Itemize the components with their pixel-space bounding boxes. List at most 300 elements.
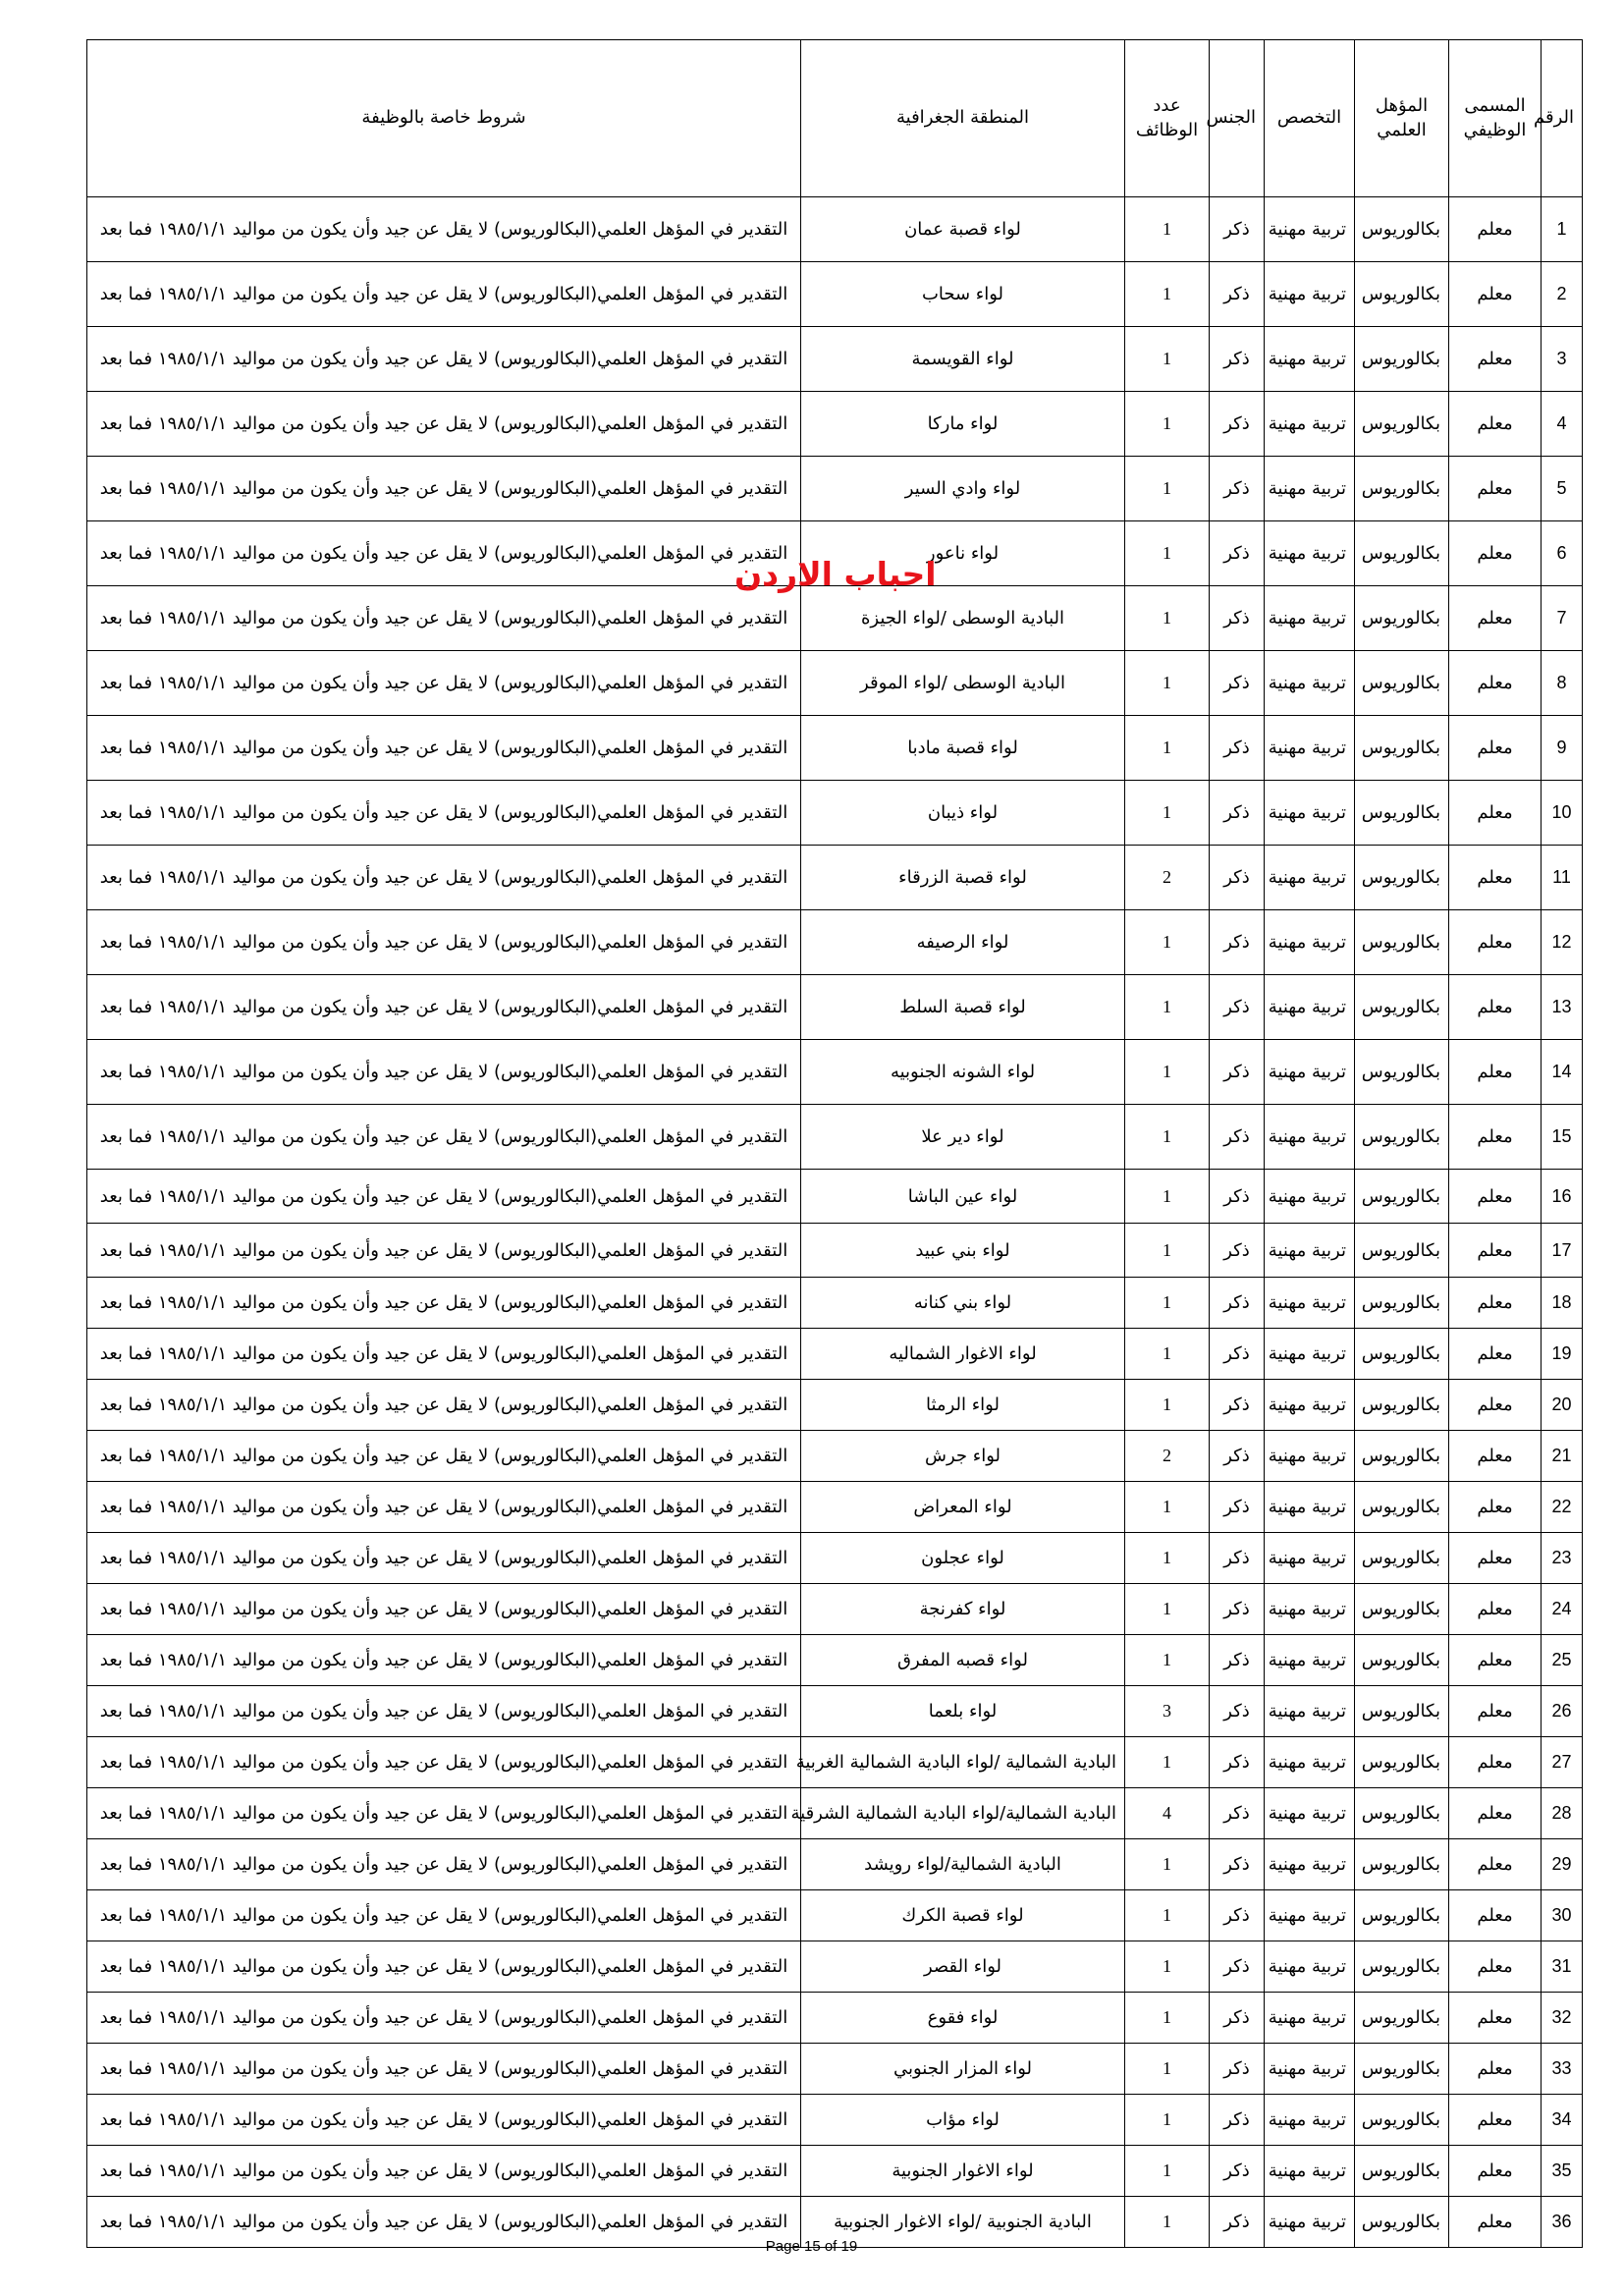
cell-conditions: التقدير في المؤهل العلمي(البكالوريوس) لا يقل عن جيد وأن يكون من مواليد ١٩٨٥/١/١ فما بعد xyxy=(87,1040,801,1105)
cell-count: 1 xyxy=(1125,2044,1210,2095)
cell-gender: ذكر xyxy=(1210,1686,1265,1737)
table-row xyxy=(87,1686,1583,1737)
cell-qualification: بكالوريوس xyxy=(1355,651,1449,716)
cell-region: لواء وادي السير xyxy=(801,457,1125,521)
table-row xyxy=(87,2095,1583,2146)
cell-region: لواء الرمثا xyxy=(801,1380,1125,1431)
cell-specialty: تربية مهنية xyxy=(1265,1329,1355,1380)
cell-gender: ذكر xyxy=(1210,846,1265,910)
cell-gender: ذكر xyxy=(1210,327,1265,392)
cell-count: 1 xyxy=(1125,1890,1210,1941)
cell-specialty: تربية مهنية xyxy=(1265,521,1355,586)
cell-num: 35 xyxy=(1542,2146,1583,2197)
cell-gender: ذكر xyxy=(1210,1482,1265,1533)
cell-gender: ذكر xyxy=(1210,1329,1265,1380)
cell-gender: ذكر xyxy=(1210,2095,1265,2146)
cell-count: 1 xyxy=(1125,392,1210,457)
cell-qualification: بكالوريوس xyxy=(1355,1686,1449,1737)
cell-specialty: تربية مهنية xyxy=(1265,1040,1355,1105)
header-count: عدد الوظائف xyxy=(1125,40,1210,197)
cell-count: 4 xyxy=(1125,1788,1210,1839)
cell-gender: ذكر xyxy=(1210,1839,1265,1890)
cell-count: 1 xyxy=(1125,716,1210,781)
cell-gender: ذكر xyxy=(1210,1224,1265,1278)
cell-conditions: التقدير في المؤهل العلمي(البكالوريوس) لا يقل عن جيد وأن يكون من مواليد ١٩٨٥/١/١ فما بعد xyxy=(87,1329,801,1380)
cell-count: 1 xyxy=(1125,457,1210,521)
cell-specialty: تربية مهنية xyxy=(1265,910,1355,975)
cell-conditions: التقدير في المؤهل العلمي(البكالوريوس) لا يقل عن جيد وأن يكون من مواليد ١٩٨٥/١/١ فما بعد xyxy=(87,1224,801,1278)
cell-region: لواء الرصيفه xyxy=(801,910,1125,975)
cell-count: 1 xyxy=(1125,262,1210,327)
cell-num: 14 xyxy=(1542,1040,1583,1105)
cell-qualification: بكالوريوس xyxy=(1355,716,1449,781)
cell-specialty: تربية مهنية xyxy=(1265,1993,1355,2044)
cell-gender: ذكر xyxy=(1210,781,1265,846)
cell-num: 10 xyxy=(1542,781,1583,846)
header-num: الرقم xyxy=(1542,40,1583,197)
cell-conditions: التقدير في المؤهل العلمي(البكالوريوس) لا يقل عن جيد وأن يكون من مواليد ١٩٨٥/١/١ فما بعد xyxy=(87,1278,801,1329)
cell-title: معلم xyxy=(1449,1105,1542,1170)
cell-conditions: التقدير في المؤهل العلمي(البكالوريوس) لا يقل عن جيد وأن يكون من مواليد ١٩٨٥/١/١ فما بعد xyxy=(87,1380,801,1431)
cell-gender: ذكر xyxy=(1210,1533,1265,1584)
table-row xyxy=(87,975,1583,1040)
cell-conditions: التقدير في المؤهل العلمي(البكالوريوس) لا يقل عن جيد وأن يكون من مواليد ١٩٨٥/١/١ فما بعد xyxy=(87,846,801,910)
cell-region: لواء ناعور xyxy=(801,521,1125,586)
cell-qualification: بكالوريوس xyxy=(1355,1993,1449,2044)
cell-specialty: تربية مهنية xyxy=(1265,1737,1355,1788)
cell-conditions: التقدير في المؤهل العلمي(البكالوريوس) لا يقل عن جيد وأن يكون من مواليد ١٩٨٥/١/١ فما بعد xyxy=(87,1584,801,1635)
cell-qualification: بكالوريوس xyxy=(1355,586,1449,651)
cell-title: معلم xyxy=(1449,392,1542,457)
cell-count: 1 xyxy=(1125,2146,1210,2197)
cell-count: 1 xyxy=(1125,1170,1210,1224)
cell-title: معلم xyxy=(1449,910,1542,975)
cell-specialty: تربية مهنية xyxy=(1265,2197,1355,2248)
cell-specialty: تربية مهنية xyxy=(1265,1788,1355,1839)
table-row xyxy=(87,910,1583,975)
cell-region: البادية الشمالية/لواء رويشد xyxy=(801,1839,1125,1890)
table-row xyxy=(87,521,1583,586)
cell-qualification: بكالوريوس xyxy=(1355,1278,1449,1329)
cell-region: البادية الجنوبية /لواء الاغوار الجنوبية xyxy=(801,2197,1125,2248)
cell-specialty: تربية مهنية xyxy=(1265,781,1355,846)
cell-specialty: تربية مهنية xyxy=(1265,2044,1355,2095)
jobs-table xyxy=(86,39,1583,2248)
cell-specialty: تربية مهنية xyxy=(1265,1686,1355,1737)
cell-conditions: التقدير في المؤهل العلمي(البكالوريوس) لا يقل عن جيد وأن يكون من مواليد ١٩٨٥/١/١ فما بعد xyxy=(87,1737,801,1788)
cell-qualification: بكالوريوس xyxy=(1355,1788,1449,1839)
cell-gender: ذكر xyxy=(1210,2044,1265,2095)
cell-title: معلم xyxy=(1449,1224,1542,1278)
cell-region: لواء عجلون xyxy=(801,1533,1125,1584)
cell-conditions: التقدير في المؤهل العلمي(البكالوريوس) لا يقل عن جيد وأن يكون من مواليد ١٩٨٥/١/١ فما بعد xyxy=(87,651,801,716)
cell-conditions: التقدير في المؤهل العلمي(البكالوريوس) لا يقل عن جيد وأن يكون من مواليد ١٩٨٥/١/١ فما بعد xyxy=(87,2095,801,2146)
cell-count: 1 xyxy=(1125,1993,1210,2044)
cell-title: معلم xyxy=(1449,1686,1542,1737)
cell-specialty: تربية مهنية xyxy=(1265,2095,1355,2146)
cell-conditions: التقدير في المؤهل العلمي(البكالوريوس) لا يقل عن جيد وأن يكون من مواليد ١٩٨٥/١/١ فما بعد xyxy=(87,2044,801,2095)
table-row xyxy=(87,1839,1583,1890)
cell-region: لواء عين الباشا xyxy=(801,1170,1125,1224)
cell-num: 22 xyxy=(1542,1482,1583,1533)
cell-title: معلم xyxy=(1449,1482,1542,1533)
cell-qualification: بكالوريوس xyxy=(1355,1329,1449,1380)
cell-region: لواء الاغوار الجنوبية xyxy=(801,2146,1125,2197)
table-row xyxy=(87,1788,1583,1839)
cell-count: 1 xyxy=(1125,781,1210,846)
cell-title: معلم xyxy=(1449,1278,1542,1329)
cell-gender: ذكر xyxy=(1210,1040,1265,1105)
cell-title: معلم xyxy=(1449,1584,1542,1635)
cell-gender: ذكر xyxy=(1210,586,1265,651)
cell-title: معلم xyxy=(1449,1380,1542,1431)
cell-num: 29 xyxy=(1542,1839,1583,1890)
header-conditions: شروط خاصة بالوظيفة xyxy=(87,40,801,197)
cell-qualification: بكالوريوس xyxy=(1355,846,1449,910)
cell-gender: ذكر xyxy=(1210,1890,1265,1941)
cell-conditions: التقدير في المؤهل العلمي(البكالوريوس) لا يقل عن جيد وأن يكون من مواليد ١٩٨٥/١/١ فما بعد xyxy=(87,1993,801,2044)
cell-count: 2 xyxy=(1125,846,1210,910)
cell-title: معلم xyxy=(1449,846,1542,910)
cell-region: لواء القصر xyxy=(801,1941,1125,1993)
table-row xyxy=(87,716,1583,781)
cell-specialty: تربية مهنية xyxy=(1265,1941,1355,1993)
cell-region: لواء بلعما xyxy=(801,1686,1125,1737)
table-row xyxy=(87,327,1583,392)
cell-title: معلم xyxy=(1449,2197,1542,2248)
cell-num: 19 xyxy=(1542,1329,1583,1380)
cell-num: 30 xyxy=(1542,1890,1583,1941)
cell-gender: ذكر xyxy=(1210,910,1265,975)
cell-conditions: التقدير في المؤهل العلمي(البكالوريوس) لا يقل عن جيد وأن يكون من مواليد ١٩٨٥/١/١ فما بعد xyxy=(87,1431,801,1482)
cell-num: 9 xyxy=(1542,716,1583,781)
cell-qualification: بكالوريوس xyxy=(1355,521,1449,586)
cell-specialty: تربية مهنية xyxy=(1265,392,1355,457)
cell-count: 1 xyxy=(1125,1584,1210,1635)
cell-title: معلم xyxy=(1449,1890,1542,1941)
table-row xyxy=(87,1533,1583,1584)
cell-gender: ذكر xyxy=(1210,457,1265,521)
cell-qualification: بكالوريوس xyxy=(1355,2146,1449,2197)
table-row xyxy=(87,262,1583,327)
cell-conditions: التقدير في المؤهل العلمي(البكالوريوس) لا يقل عن جيد وأن يكون من مواليد ١٩٨٥/١/١ فما بعد xyxy=(87,716,801,781)
cell-num: 27 xyxy=(1542,1737,1583,1788)
cell-title: معلم xyxy=(1449,1993,1542,2044)
cell-region: لواء المزار الجنوبي xyxy=(801,2044,1125,2095)
cell-region: لواء بني عبيد xyxy=(801,1224,1125,1278)
cell-count: 3 xyxy=(1125,1686,1210,1737)
header-title: المسمى الوظيفي xyxy=(1449,40,1542,197)
cell-specialty: تربية مهنية xyxy=(1265,1380,1355,1431)
table-row xyxy=(87,1635,1583,1686)
cell-specialty: تربية مهنية xyxy=(1265,1170,1355,1224)
cell-specialty: تربية مهنية xyxy=(1265,1635,1355,1686)
cell-qualification: بكالوريوس xyxy=(1355,1533,1449,1584)
cell-num: 24 xyxy=(1542,1584,1583,1635)
cell-qualification: بكالوريوس xyxy=(1355,457,1449,521)
cell-specialty: تربية مهنية xyxy=(1265,1278,1355,1329)
cell-conditions: التقدير في المؤهل العلمي(البكالوريوس) لا يقل عن جيد وأن يكون من مواليد ١٩٨٥/١/١ فما بعد xyxy=(87,2197,801,2248)
cell-specialty: تربية مهنية xyxy=(1265,1224,1355,1278)
table-row xyxy=(87,1105,1583,1170)
cell-conditions: التقدير في المؤهل العلمي(البكالوريوس) لا يقل عن جيد وأن يكون من مواليد ١٩٨٥/١/١ فما بعد xyxy=(87,1533,801,1584)
cell-specialty: تربية مهنية xyxy=(1265,1839,1355,1890)
cell-gender: ذكر xyxy=(1210,975,1265,1040)
cell-specialty: تربية مهنية xyxy=(1265,457,1355,521)
cell-conditions: التقدير في المؤهل العلمي(البكالوريوس) لا يقل عن جيد وأن يكون من مواليد ١٩٨٥/١/١ فما بعد xyxy=(87,781,801,846)
cell-specialty: تربية مهنية xyxy=(1265,651,1355,716)
table-row xyxy=(87,781,1583,846)
cell-region: البادية الشمالية /لواء البادية الشمالية الغربية xyxy=(801,1737,1125,1788)
cell-gender: ذكر xyxy=(1210,2197,1265,2248)
cell-gender: ذكر xyxy=(1210,1737,1265,1788)
cell-qualification: بكالوريوس xyxy=(1355,1941,1449,1993)
cell-num: 33 xyxy=(1542,2044,1583,2095)
cell-gender: ذكر xyxy=(1210,716,1265,781)
cell-count: 1 xyxy=(1125,1482,1210,1533)
cell-qualification: بكالوريوس xyxy=(1355,1635,1449,1686)
cell-gender: ذكر xyxy=(1210,1941,1265,1993)
cell-conditions: التقدير في المؤهل العلمي(البكالوريوس) لا يقل عن جيد وأن يكون من مواليد ١٩٨٥/١/١ فما بعد xyxy=(87,1788,801,1839)
cell-conditions: التقدير في المؤهل العلمي(البكالوريوس) لا يقل عن جيد وأن يكون من مواليد ١٩٨٥/١/١ فما بعد xyxy=(87,2146,801,2197)
cell-title: معلم xyxy=(1449,1431,1542,1482)
table-row xyxy=(87,1482,1583,1533)
cell-num: 31 xyxy=(1542,1941,1583,1993)
cell-title: معلم xyxy=(1449,197,1542,262)
cell-region: لواء القويسمة xyxy=(801,327,1125,392)
cell-qualification: بكالوريوس xyxy=(1355,1105,1449,1170)
cell-num: 23 xyxy=(1542,1533,1583,1584)
page-footer: Page 15 of 19 xyxy=(765,2238,858,2255)
cell-title: معلم xyxy=(1449,2044,1542,2095)
cell-conditions: التقدير في المؤهل العلمي(البكالوريوس) لا يقل عن جيد وأن يكون من مواليد ١٩٨٥/١/١ فما بعد xyxy=(87,457,801,521)
table-row xyxy=(87,1278,1583,1329)
cell-qualification: بكالوريوس xyxy=(1355,1737,1449,1788)
cell-count: 1 xyxy=(1125,1380,1210,1431)
table-row xyxy=(87,392,1583,457)
cell-qualification: بكالوريوس xyxy=(1355,1839,1449,1890)
table-row xyxy=(87,1170,1583,1224)
table-row xyxy=(87,1431,1583,1482)
cell-count: 1 xyxy=(1125,1329,1210,1380)
cell-qualification: بكالوريوس xyxy=(1355,1431,1449,1482)
cell-title: معلم xyxy=(1449,2095,1542,2146)
cell-region: البادية الوسطى /لواء الجيزة xyxy=(801,586,1125,651)
cell-specialty: تربية مهنية xyxy=(1265,1431,1355,1482)
cell-gender: ذكر xyxy=(1210,1380,1265,1431)
cell-title: معلم xyxy=(1449,2146,1542,2197)
table-row xyxy=(87,1584,1583,1635)
cell-specialty: تربية مهنية xyxy=(1265,846,1355,910)
table-row xyxy=(87,1890,1583,1941)
cell-qualification: بكالوريوس xyxy=(1355,197,1449,262)
cell-title: معلم xyxy=(1449,1737,1542,1788)
cell-region: لواء قصبة عمان xyxy=(801,197,1125,262)
table-row xyxy=(87,197,1583,262)
cell-count: 1 xyxy=(1125,1635,1210,1686)
cell-qualification: بكالوريوس xyxy=(1355,975,1449,1040)
cell-count: 1 xyxy=(1125,975,1210,1040)
cell-num: 11 xyxy=(1542,846,1583,910)
cell-num: 25 xyxy=(1542,1635,1583,1686)
cell-specialty: تربية مهنية xyxy=(1265,1482,1355,1533)
cell-num: 1 xyxy=(1542,197,1583,262)
cell-region: البادية الوسطى /لواء الموقر xyxy=(801,651,1125,716)
cell-count: 1 xyxy=(1125,197,1210,262)
table-row xyxy=(87,2044,1583,2095)
cell-gender: ذكر xyxy=(1210,197,1265,262)
cell-num: 18 xyxy=(1542,1278,1583,1329)
header-specialty: التخصص xyxy=(1265,40,1355,197)
cell-conditions: التقدير في المؤهل العلمي(البكالوريوس) لا يقل عن جيد وأن يكون من مواليد ١٩٨٥/١/١ فما بعد xyxy=(87,327,801,392)
cell-gender: ذكر xyxy=(1210,1993,1265,2044)
cell-title: معلم xyxy=(1449,975,1542,1040)
cell-specialty: تربية مهنية xyxy=(1265,975,1355,1040)
cell-region: البادية الشمالية/لواء البادية الشمالية الشرقية xyxy=(801,1788,1125,1839)
cell-num: 17 xyxy=(1542,1224,1583,1278)
cell-count: 1 xyxy=(1125,521,1210,586)
header-row xyxy=(87,40,1583,197)
cell-title: معلم xyxy=(1449,1170,1542,1224)
cell-conditions: التقدير في المؤهل العلمي(البكالوريوس) لا يقل عن جيد وأن يكون من مواليد ١٩٨٥/١/١ فما بعد xyxy=(87,975,801,1040)
cell-num: 36 xyxy=(1542,2197,1583,2248)
cell-num: 28 xyxy=(1542,1788,1583,1839)
cell-conditions: التقدير في المؤهل العلمي(البكالوريوس) لا يقل عن جيد وأن يكون من مواليد ١٩٨٥/١/١ فما بعد xyxy=(87,1941,801,1993)
table-row xyxy=(87,1993,1583,2044)
cell-gender: ذكر xyxy=(1210,1584,1265,1635)
cell-num: 4 xyxy=(1542,392,1583,457)
cell-title: معلم xyxy=(1449,651,1542,716)
table-row xyxy=(87,1224,1583,1278)
cell-count: 1 xyxy=(1125,1040,1210,1105)
cell-title: معلم xyxy=(1449,1040,1542,1105)
cell-num: 26 xyxy=(1542,1686,1583,1737)
cell-region: لواء قصبه المفرق xyxy=(801,1635,1125,1686)
cell-gender: ذكر xyxy=(1210,2146,1265,2197)
cell-num: 16 xyxy=(1542,1170,1583,1224)
cell-count: 1 xyxy=(1125,1839,1210,1890)
cell-title: معلم xyxy=(1449,1635,1542,1686)
cell-qualification: بكالوريوس xyxy=(1355,2095,1449,2146)
cell-gender: ذكر xyxy=(1210,1278,1265,1329)
cell-conditions: التقدير في المؤهل العلمي(البكالوريوس) لا يقل عن جيد وأن يكون من مواليد ١٩٨٥/١/١ فما بعد xyxy=(87,910,801,975)
cell-region: لواء مؤاب xyxy=(801,2095,1125,2146)
cell-region: لواء بني كنانه xyxy=(801,1278,1125,1329)
table-row xyxy=(87,846,1583,910)
cell-title: معلم xyxy=(1449,586,1542,651)
cell-count: 1 xyxy=(1125,327,1210,392)
cell-num: 34 xyxy=(1542,2095,1583,2146)
cell-region: لواء الشونه الجنوبيه xyxy=(801,1040,1125,1105)
cell-qualification: بكالوريوس xyxy=(1355,327,1449,392)
cell-specialty: تربية مهنية xyxy=(1265,327,1355,392)
cell-region: لواء كفرنجة xyxy=(801,1584,1125,1635)
cell-specialty: تربية مهنية xyxy=(1265,586,1355,651)
cell-count: 1 xyxy=(1125,651,1210,716)
cell-gender: ذكر xyxy=(1210,392,1265,457)
cell-title: معلم xyxy=(1449,262,1542,327)
cell-num: 21 xyxy=(1542,1431,1583,1482)
cell-region: لواء قصبة الزرقاء xyxy=(801,846,1125,910)
cell-qualification: بكالوريوس xyxy=(1355,1380,1449,1431)
cell-num: 6 xyxy=(1542,521,1583,586)
header-qualification: المؤهل العلمي xyxy=(1355,40,1449,197)
cell-num: 7 xyxy=(1542,586,1583,651)
cell-conditions: التقدير في المؤهل العلمي(البكالوريوس) لا يقل عن جيد وأن يكون من مواليد ١٩٨٥/١/١ فما بعد xyxy=(87,1890,801,1941)
cell-title: معلم xyxy=(1449,457,1542,521)
cell-gender: ذكر xyxy=(1210,1635,1265,1686)
cell-count: 1 xyxy=(1125,1533,1210,1584)
cell-num: 20 xyxy=(1542,1380,1583,1431)
cell-gender: ذكر xyxy=(1210,1170,1265,1224)
cell-specialty: تربية مهنية xyxy=(1265,1533,1355,1584)
table-row xyxy=(87,651,1583,716)
table-row xyxy=(87,1941,1583,1993)
cell-count: 1 xyxy=(1125,1224,1210,1278)
cell-title: معلم xyxy=(1449,716,1542,781)
cell-count: 1 xyxy=(1125,2095,1210,2146)
table-row xyxy=(87,1737,1583,1788)
cell-num: 32 xyxy=(1542,1993,1583,2044)
cell-region: لواء ذيبان xyxy=(801,781,1125,846)
cell-title: معلم xyxy=(1449,1839,1542,1890)
cell-title: معلم xyxy=(1449,521,1542,586)
cell-gender: ذكر xyxy=(1210,1431,1265,1482)
cell-conditions: التقدير في المؤهل العلمي(البكالوريوس) لا يقل عن جيد وأن يكون من مواليد ١٩٨٥/١/١ فما بعد xyxy=(87,1686,801,1737)
cell-qualification: بكالوريوس xyxy=(1355,2197,1449,2248)
cell-qualification: بكالوريوس xyxy=(1355,910,1449,975)
cell-specialty: تربية مهنية xyxy=(1265,1105,1355,1170)
cell-num: 2 xyxy=(1542,262,1583,327)
cell-gender: ذكر xyxy=(1210,1105,1265,1170)
cell-qualification: بكالوريوس xyxy=(1355,781,1449,846)
cell-qualification: بكالوريوس xyxy=(1355,2044,1449,2095)
cell-count: 1 xyxy=(1125,1941,1210,1993)
cell-specialty: تربية مهنية xyxy=(1265,197,1355,262)
table-row xyxy=(87,586,1583,651)
cell-num: 5 xyxy=(1542,457,1583,521)
cell-region: لواء ماركا xyxy=(801,392,1125,457)
header-region: المنطقة الجغرافية xyxy=(801,40,1125,197)
cell-qualification: بكالوريوس xyxy=(1355,1224,1449,1278)
cell-count: 1 xyxy=(1125,910,1210,975)
cell-qualification: بكالوريوس xyxy=(1355,1040,1449,1105)
cell-conditions: التقدير في المؤهل العلمي(البكالوريوس) لا يقل عن جيد وأن يكون من مواليد ١٩٨٥/١/١ فما بعد xyxy=(87,521,801,586)
cell-count: 1 xyxy=(1125,2197,1210,2248)
cell-region: لواء سحاب xyxy=(801,262,1125,327)
cell-conditions: التقدير في المؤهل العلمي(البكالوريوس) لا يقل عن جيد وأن يكون من مواليد ١٩٨٥/١/١ فما بعد xyxy=(87,586,801,651)
cell-num: 8 xyxy=(1542,651,1583,716)
cell-region: لواء جرش xyxy=(801,1431,1125,1482)
cell-conditions: التقدير في المؤهل العلمي(البكالوريوس) لا يقل عن جيد وأن يكون من مواليد ١٩٨٥/١/١ فما بعد xyxy=(87,1105,801,1170)
cell-conditions: التقدير في المؤهل العلمي(البكالوريوس) لا يقل عن جيد وأن يكون من مواليد ١٩٨٥/١/١ فما بعد xyxy=(87,262,801,327)
cell-count: 1 xyxy=(1125,1278,1210,1329)
table-row xyxy=(87,1040,1583,1105)
cell-conditions: التقدير في المؤهل العلمي(البكالوريوس) لا يقل عن جيد وأن يكون من مواليد ١٩٨٥/١/١ فما بعد xyxy=(87,1635,801,1686)
cell-count: 1 xyxy=(1125,1737,1210,1788)
cell-qualification: بكالوريوس xyxy=(1355,1584,1449,1635)
cell-num: 13 xyxy=(1542,975,1583,1040)
cell-num: 3 xyxy=(1542,327,1583,392)
cell-qualification: بكالوريوس xyxy=(1355,262,1449,327)
cell-num: 12 xyxy=(1542,910,1583,975)
table-row xyxy=(87,1380,1583,1431)
table-row xyxy=(87,1329,1583,1380)
cell-region: لواء دير علا xyxy=(801,1105,1125,1170)
cell-specialty: تربية مهنية xyxy=(1265,262,1355,327)
cell-gender: ذكر xyxy=(1210,262,1265,327)
cell-count: 2 xyxy=(1125,1431,1210,1482)
